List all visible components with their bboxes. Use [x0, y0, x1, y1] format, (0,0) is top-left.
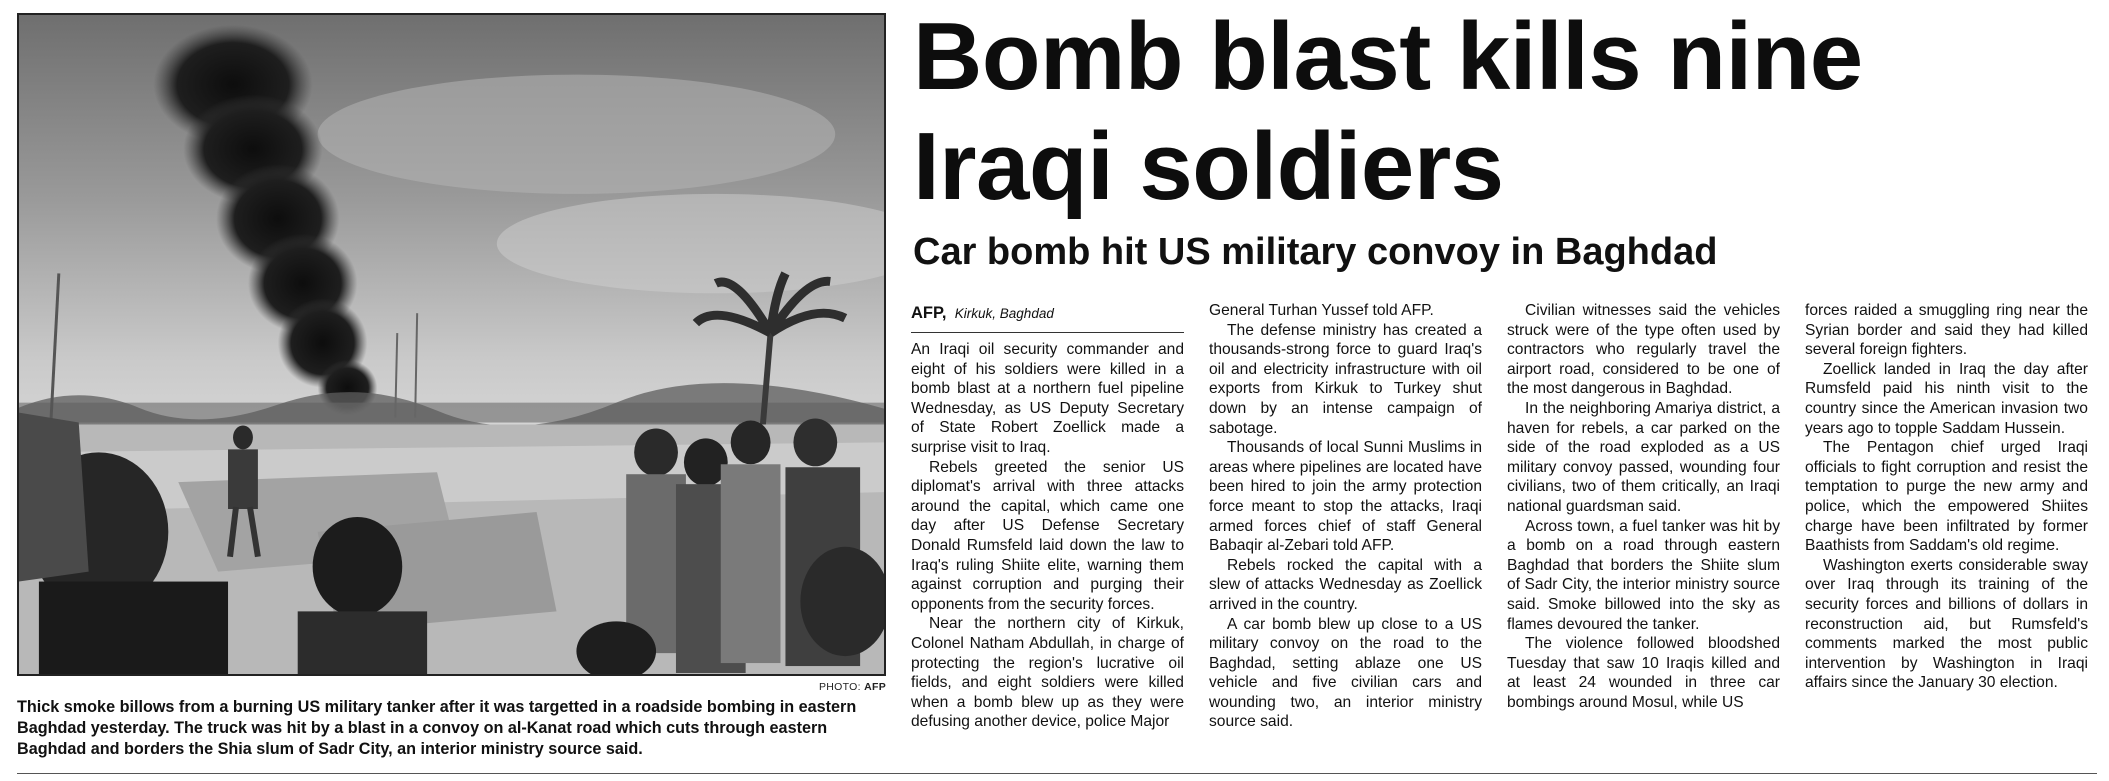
paragraph: General Turhan Yussef told AFP.	[1209, 302, 1434, 319]
paragraph: Washington exerts considerable sway over Iraq through its training of the security forces and billions of dollars in reconstruction aid, but Rumsfeld's comments marked the most public intervention by Washington in Iraqi affairs since the January 30 election.	[1805, 556, 2088, 692]
paragraph: Zoellick landed in Iraq the day after Rumsfeld paid his ninth visit to the country since the American invasion two years ago to topple Saddam Hussein.	[1805, 360, 2088, 437]
paragraph: Rebels rocked the capital with a slew of attacks Wednesday as Zoellick arrived in the country.	[1209, 556, 1482, 613]
news-photo-illustration	[19, 15, 884, 674]
paragraph: Rebels greeted the senior US diplomat's arrival with three attacks around the capital, which came one day after US Defense Secretary Donald Rumsfeld laid down the law to Iraq's ruling Shiite elite, warning them against corruption and purging their opponents from the security forces.	[911, 458, 1184, 613]
bottom-divider	[17, 773, 2097, 774]
news-photo	[17, 13, 886, 676]
paragraph: Thousands of local Sunni Muslims in areas where pipelines are located have been hired to join the army protection force meant to stop the attacks, Iraqi armed forces chief of staff General Babaqir al-Zebari told AFP.	[1209, 439, 1482, 555]
paragraph: Across town, a fuel tanker was hit by a bomb on a road through eastern Baghdad that borders the Shiite slum of Sadr City, the interior ministry source said. Smoke billowed into the sky as flames devoured the tanker.	[1507, 517, 1780, 633]
article-column-3	[1507, 301, 1780, 712]
byline-agency: AFP,	[911, 304, 947, 322]
headline-line-1: Bomb blast kills nine	[913, 3, 1863, 110]
paragraph: forces raided a smuggling ring near the Syrian border and said they had killed several foreign fighters.	[1805, 302, 2088, 359]
byline	[911, 301, 1184, 333]
byline-place: Kirkuk, Baghdad	[954, 306, 1054, 321]
paragraph: The Pentagon chief urged Iraqi officials to fight corruption and resist the temptation to purge the new army and police, which the empowered Shiites charge have been infiltrated by former Baathists from Saddam's old regime.	[1805, 439, 2088, 555]
paragraph: Near the northern city of Kirkuk, Colonel Natham Abdullah, in charge of protecting the region's lucrative oil fields, and eight soldiers were killed when a bomb blew up as they were defusing another device, police Major	[911, 615, 1184, 731]
article-column-4	[1805, 301, 2088, 693]
headline	[913, 2, 2093, 222]
photo-credit	[17, 681, 886, 693]
article-body	[911, 301, 2091, 761]
paragraph: An Iraqi oil security commander and eight of his soldiers were killed in a bomb blast at a northern fuel pipeline Wednesday, as US Deputy Secretary of State Robert Zoellick made a surprise visit to Iraq.	[911, 341, 1184, 456]
photo-caption: Thick smoke billows from a burning US military tanker after it was targetted in a roadside bombing in eastern Baghdad yesterday. The truck was hit by a blast in a convoy on al-Kanat road which cuts through eastern Baghdad and borders the Shia slum of Sadr City, an interior ministry source said.	[17, 698, 857, 758]
paragraph: A car bomb blew up close to a US military convoy on the road to the Baghdad, setting ablaze one US vehicle and five civilian cars and wounding two, an interior ministry source said.	[1209, 615, 1482, 731]
article-column-1	[911, 301, 1184, 732]
paragraph: The defense ministry has created a thousands-strong force to guard Iraq's oil and electricity infrastructure with oil exports from Kirkuk to Turkey shut down by an intense campaign of sabotage.	[1209, 321, 1482, 437]
subheadline: Car bomb hit US military convoy in Baghdad	[913, 231, 1718, 273]
paragraph: The violence followed bloodshed Tuesday that saw 10 Iraqis killed and at least 24 wounded in three car bombings around Mosul, while US	[1507, 635, 1780, 711]
article-column-2	[1209, 301, 1482, 732]
photo-credit-agency: AFP	[864, 681, 886, 693]
headline-line-2: Iraqi soldiers	[913, 113, 1504, 220]
paragraph: In the neighboring Amariya district, a haven for rebels, a car parked on the side of the road exploded as a US military convoy passed, wounding four civilians, two of them critically, an Iraqi national guardsman said.	[1507, 399, 1780, 515]
photo-credit-label: PHOTO:	[819, 681, 861, 693]
paragraph: Civilian witnesses said the vehicles struck were of the type often used by contractors who regularly travel the airport road, considered to be one of the most dangerous in Baghdad.	[1507, 302, 1780, 398]
